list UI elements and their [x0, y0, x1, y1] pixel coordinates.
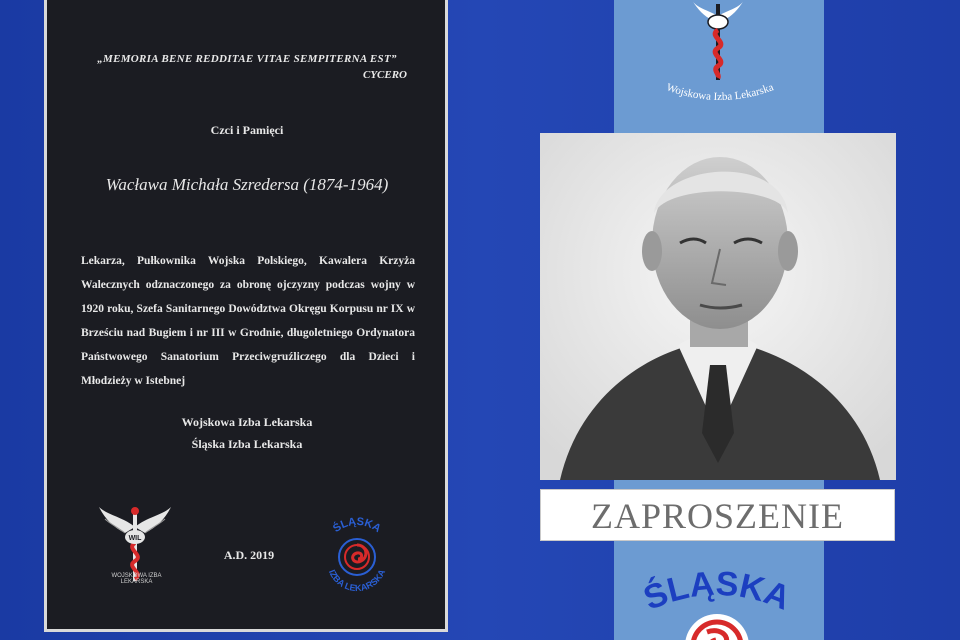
- dedication-line: Czci i Pamięci: [210, 123, 284, 137]
- svg-text:ŚLĄSKA: ŚLĄSKA: [331, 515, 383, 536]
- honoree-name: Wacława Michała Szredersa (1874-1964): [105, 175, 389, 194]
- wil-caption: WOJSKOWA IZBA LEKARSKA: [111, 573, 162, 585]
- year-label: A.D. 2019: [223, 548, 275, 562]
- portrait-photo: [540, 133, 896, 480]
- svg-text:ŚLĄSKA: ŚLĄSKA: [638, 564, 796, 618]
- latin-quote: „MEMORIA BENE REDDITAE VITAE SEMPITERNA EST”: [97, 53, 397, 65]
- org-military-chamber: Wojskowa Izba Lekarska: [181, 415, 313, 429]
- svg-text:IZBA LEKARSKA: IZBA LEKARSKA: [326, 567, 388, 594]
- silesian-chamber-logo-icon: [315, 515, 399, 599]
- military-chamber-caption-icon: [640, 74, 800, 114]
- org-silesian-chamber: Śląska Izba Lekarska: [191, 437, 303, 451]
- biography-text: Lekarza, Pułkownika Wojska Polskiego, Kawalera Krzyża Walecznych odznaczonego za obronę ojczyzny podczas wojny w 1920 roku, Szefa Sanitarnego Dowództwa Okręgu Korpusu nr IX w Brześciu nad Bugiem i nr III w Grodnie, długoletniego Ordynatora Państwowego Sanatorium Przeciwgruźliczego dla Dzieci i Młodzieży w Istebnej: [81, 255, 415, 387]
- silesian-logo-bottom-icon: [612, 556, 822, 640]
- invitation-banner: ZAPROSZENIE: [540, 489, 895, 541]
- organizations: [47, 411, 447, 455]
- commemorative-plaque: [44, 0, 448, 632]
- svg-text:WIL: WIL: [128, 535, 142, 542]
- svg-text:Wojskowa Izba Lekarska: Wojskowa Izba Lekarska: [664, 81, 776, 104]
- quote-author: CYCERO: [362, 69, 407, 81]
